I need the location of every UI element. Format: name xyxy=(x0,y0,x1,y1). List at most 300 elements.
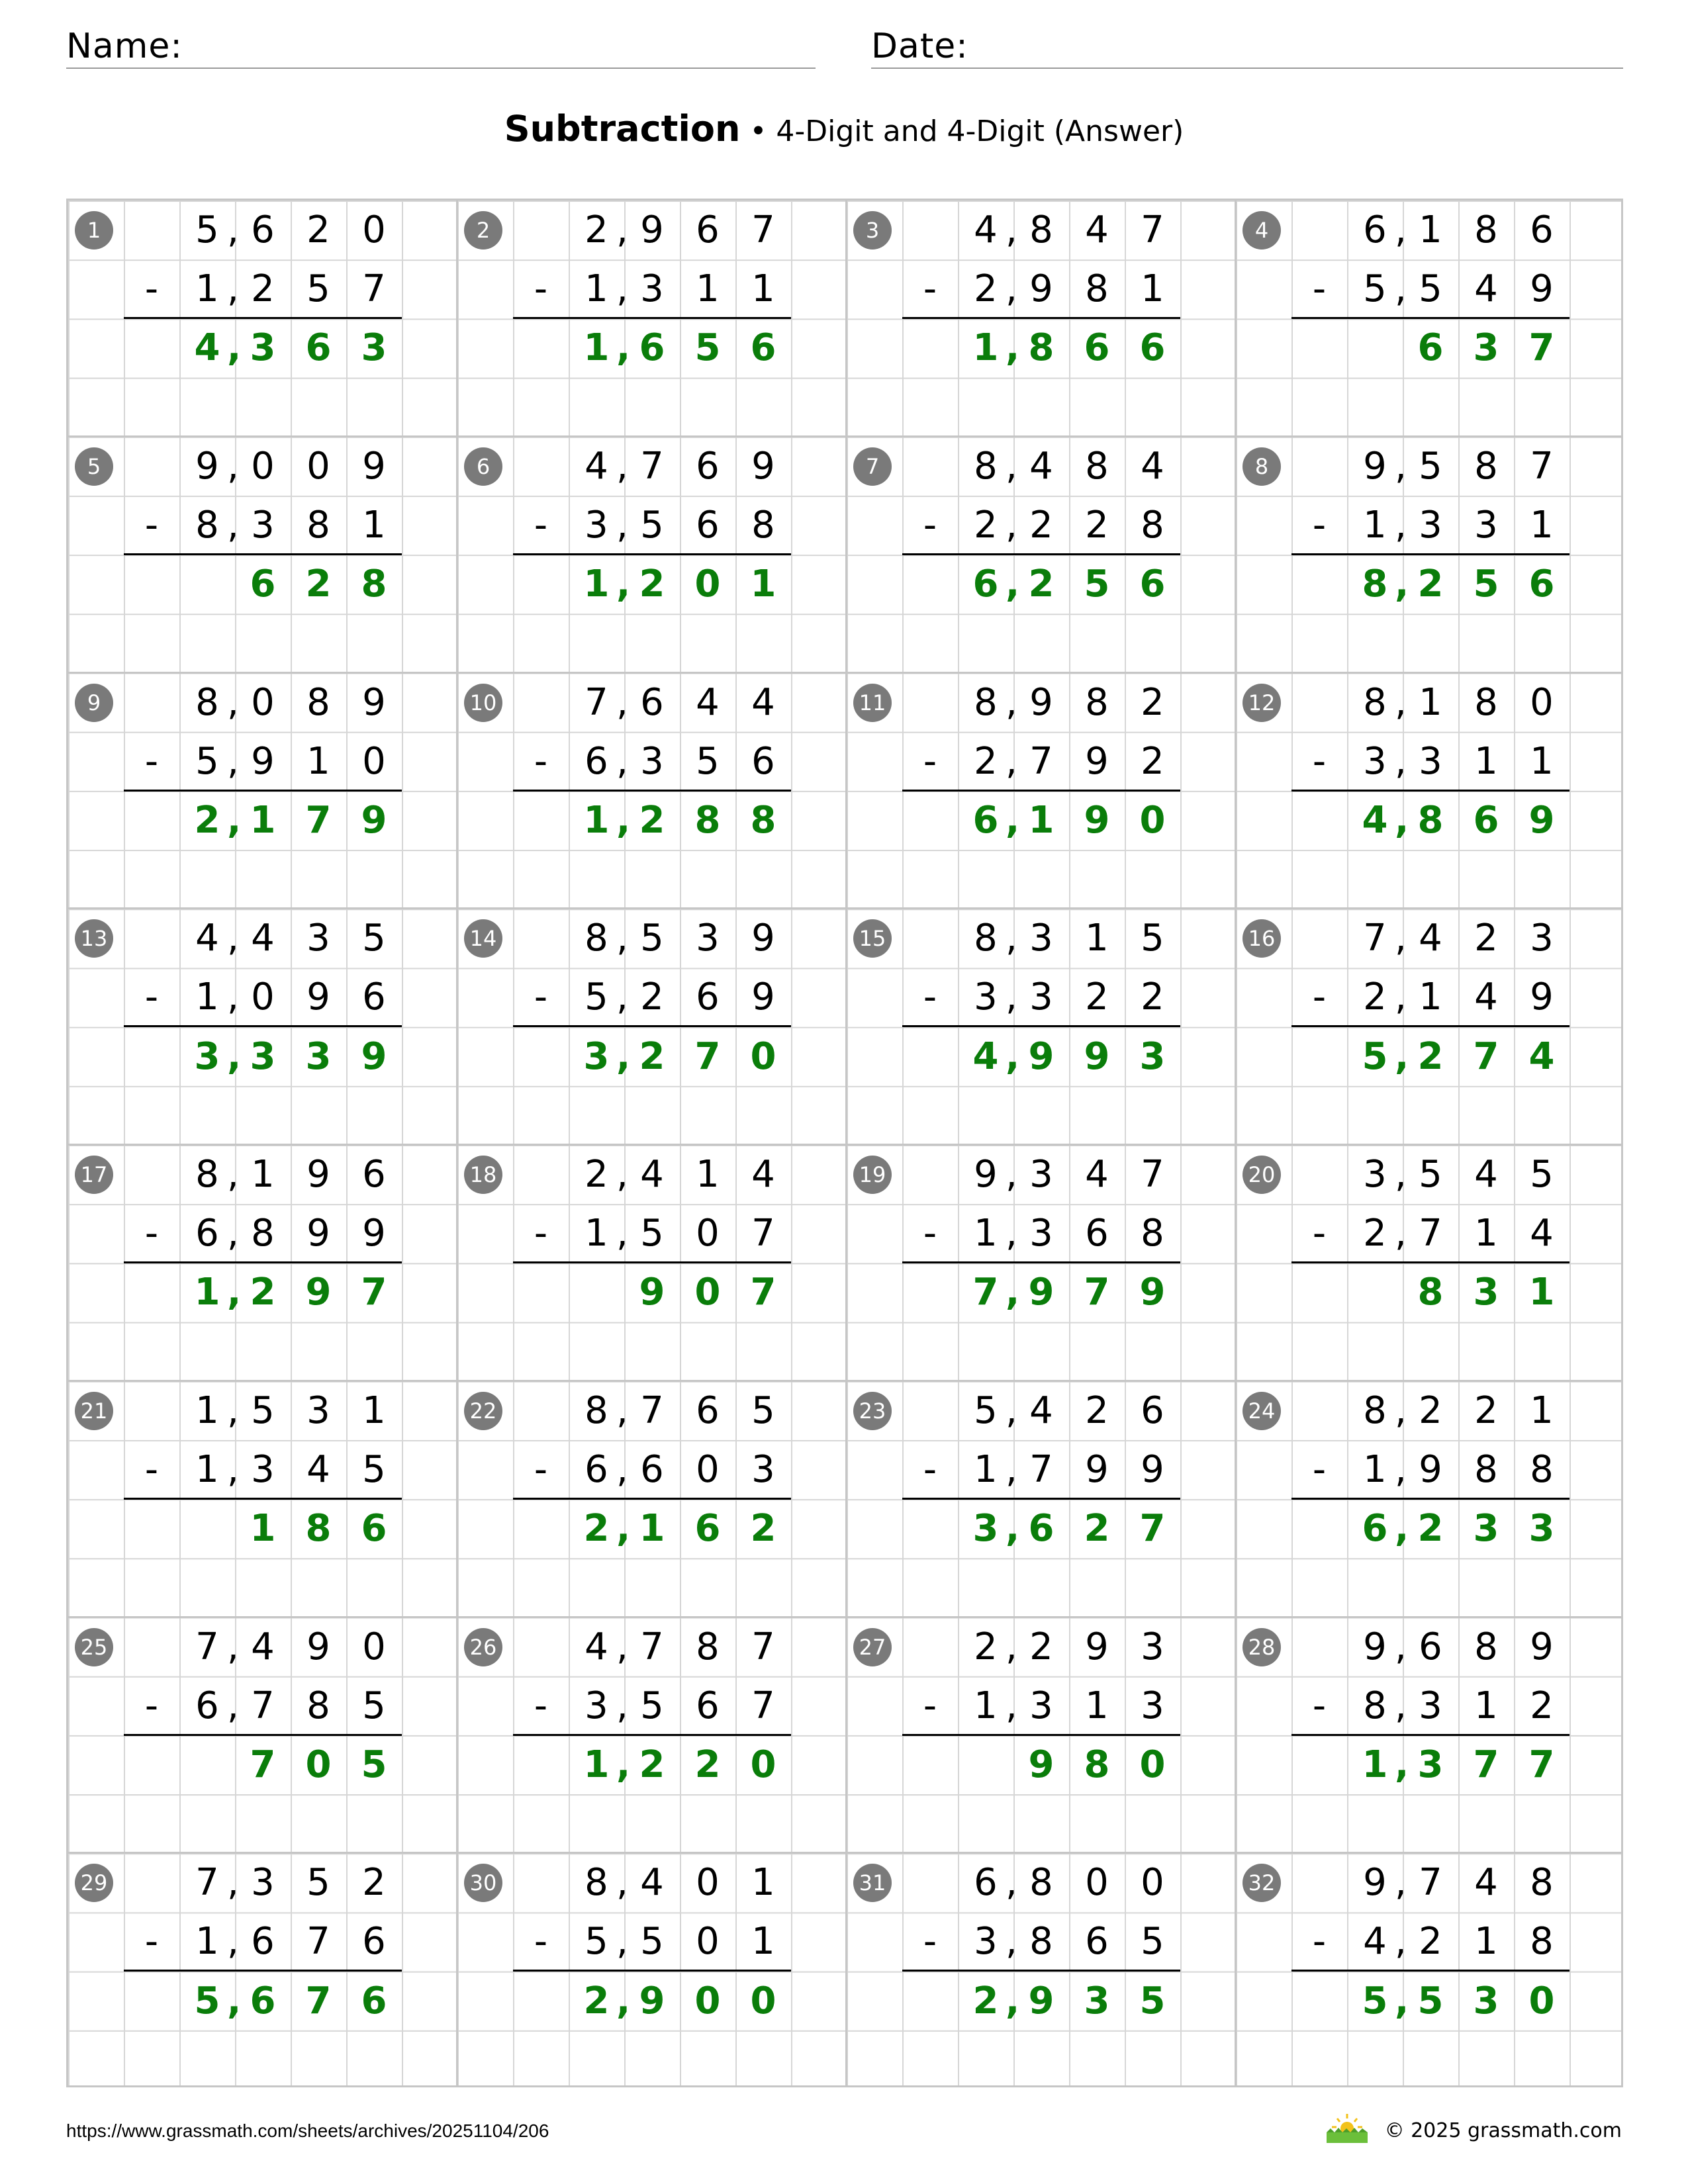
subtrahend-row xyxy=(902,732,1180,791)
subtrahend-row xyxy=(513,1204,791,1263)
minuend-digit-text: 3 xyxy=(306,1388,330,1432)
subtrahend-digit-text: 2 xyxy=(1085,503,1109,547)
minuend-digit-text: 4 xyxy=(640,1153,664,1196)
problem-5 xyxy=(68,437,457,673)
thousands-comma: , xyxy=(1006,208,1017,251)
thousands-comma: , xyxy=(1395,1212,1407,1255)
thousands-comma: , xyxy=(227,267,239,311)
answer-row xyxy=(902,1027,1180,1086)
minuend-digit xyxy=(291,1381,346,1440)
minuend-digit-text: 4 xyxy=(251,917,275,960)
subtrahend-digit xyxy=(616,1440,680,1499)
thousands-comma: , xyxy=(1395,1153,1407,1196)
minuend-digit xyxy=(227,1853,291,1912)
subtrahend-row xyxy=(1291,1440,1570,1499)
subtrahend-row xyxy=(124,1440,402,1499)
subtrahend-digit-text: 4 xyxy=(1530,1212,1554,1255)
date-label: Date: xyxy=(871,26,968,66)
minuend-digit xyxy=(1125,1853,1180,1912)
minuend-row xyxy=(902,201,1180,259)
ans-digit xyxy=(1006,1499,1069,1558)
ans-digit xyxy=(1458,791,1514,850)
subtrahend-digit-text: 3 xyxy=(251,1447,275,1491)
minus-sign: - xyxy=(923,1212,937,1255)
ans-digit xyxy=(1069,555,1125,614)
footer-copyright: © 2025 grassmath.com xyxy=(1384,2119,1622,2142)
minus-sign: - xyxy=(923,267,937,311)
subtrahend-digit-text: 9 xyxy=(251,739,275,783)
subtrahend-digit-text: 8 xyxy=(306,1684,330,1727)
ans-digit-text: 9 xyxy=(305,1271,332,1314)
minuend-digit xyxy=(1395,1853,1458,1912)
minuend-row xyxy=(513,673,791,732)
minuend-digit-text: 5 xyxy=(1141,917,1164,960)
subtrahend-digit xyxy=(1069,259,1125,318)
ans-digit xyxy=(1125,318,1180,377)
subtrahend-digit xyxy=(1514,1440,1570,1499)
subtrahend-row xyxy=(1291,1912,1570,1971)
subtrahend-digit xyxy=(735,732,791,791)
problem-number-badge: 6 xyxy=(464,447,502,486)
thousands-comma: , xyxy=(227,503,239,547)
minuend-digit-text: 4 xyxy=(1029,1388,1053,1432)
subtrahend-digit xyxy=(291,1676,346,1735)
minuend-digit-text: 7 xyxy=(1141,1153,1164,1196)
ans-digit-text: 0 xyxy=(750,1979,776,2023)
ans-digit xyxy=(680,318,735,377)
minuend-digit xyxy=(616,1617,680,1676)
thousands-comma: , xyxy=(227,1271,242,1314)
answer-row xyxy=(513,1735,791,1794)
minuend-digit-text: 2 xyxy=(1029,1625,1053,1668)
minuend-digit-text: 9 xyxy=(195,444,219,488)
thousands-comma: , xyxy=(1006,1388,1017,1432)
ans-digit-text: 7 xyxy=(1528,326,1555,370)
name-field[interactable] xyxy=(66,25,816,69)
minuend-digit xyxy=(346,1381,402,1440)
ans-digit-text: 0 xyxy=(694,1979,721,2023)
subtrahend-row xyxy=(902,496,1180,555)
subtrahend-digit-text: 1 xyxy=(195,976,219,1019)
minuend-row xyxy=(1291,1381,1570,1440)
minuend-digit-text: 6 xyxy=(974,1861,998,1905)
minuend-digit xyxy=(680,1145,735,1204)
minuend-digit-text: 4 xyxy=(1141,444,1164,488)
minuend-row xyxy=(1291,1617,1570,1676)
thousands-comma: , xyxy=(1006,1684,1017,1727)
ans-digit-text: 7 xyxy=(361,1271,387,1314)
minuend-digit xyxy=(1125,437,1180,496)
subtrahend-digit xyxy=(735,496,791,555)
minuend-digit-text: 8 xyxy=(1363,1388,1387,1432)
minuend-digit-text: 9 xyxy=(1530,1625,1554,1668)
thousands-comma: , xyxy=(616,976,628,1019)
thousands-comma: , xyxy=(227,680,239,724)
subtrahend-digit-text: 2 xyxy=(1141,976,1164,1019)
ans-digit-text: 3 xyxy=(1473,326,1499,370)
ans-digit-text: 9 xyxy=(1084,798,1110,842)
ans-digit-text: 7 xyxy=(694,1034,721,1078)
date-field[interactable] xyxy=(871,25,1623,69)
minuend-digit xyxy=(227,1381,291,1440)
minuend-digit xyxy=(1395,1381,1458,1440)
thousands-comma: , xyxy=(1395,444,1407,488)
ans-digit xyxy=(735,1499,791,1558)
subtrahend-digit xyxy=(735,1440,791,1499)
ans-digit-text: 2 xyxy=(694,1743,721,1786)
minuend-digit xyxy=(735,1853,791,1912)
subtrahend-digit-text: 9 xyxy=(1085,739,1109,783)
subtrahend-digit-text: 1 xyxy=(1530,739,1554,783)
minuend-digit-text: 6 xyxy=(1363,208,1387,251)
minuend-digit-text: 9 xyxy=(362,444,386,488)
thousands-comma: , xyxy=(1395,976,1407,1019)
subtrahend-digit xyxy=(1395,1204,1458,1263)
minuend-digit-text: 1 xyxy=(696,1153,720,1196)
ans-digit-text: 2 xyxy=(639,563,665,606)
subtrahend-digit xyxy=(1458,1676,1514,1735)
ans-digit xyxy=(1395,1735,1458,1794)
minuend-digit xyxy=(735,437,791,496)
thousands-comma: , xyxy=(616,1684,628,1727)
ans-digit xyxy=(227,1972,291,2030)
subtrahend-digit-text: 3 xyxy=(1029,1684,1053,1727)
minuend-digit-text: 7 xyxy=(585,680,608,724)
answer-row xyxy=(1291,318,1570,377)
problem-29 xyxy=(68,1853,457,2089)
minuend-digit-text: 8 xyxy=(1474,680,1498,724)
subtrahend-digit-text: 9 xyxy=(362,1212,386,1255)
problem-7 xyxy=(847,437,1236,673)
ans-digit xyxy=(1395,555,1458,614)
ans-digit xyxy=(680,1499,735,1558)
answer-row xyxy=(513,1027,791,1086)
subtrahend-digit xyxy=(735,1204,791,1263)
ans-digit xyxy=(616,1972,680,2030)
subtrahend-digit-text: 3 xyxy=(640,267,664,311)
minuend-digit xyxy=(346,909,402,968)
ans-digit xyxy=(1006,1972,1069,2030)
problem-19 xyxy=(847,1145,1236,1381)
thousands-comma: , xyxy=(616,1920,628,1964)
minuend-row xyxy=(902,909,1180,968)
minuend-digit xyxy=(616,1145,680,1204)
subtrahend-digit xyxy=(346,968,402,1026)
ans-digit xyxy=(291,791,346,850)
ans-digit xyxy=(235,1735,291,1794)
ans-digit-text: 6 xyxy=(250,563,276,606)
minuend-digit-text: 8 xyxy=(1029,1861,1053,1905)
minuend-digit xyxy=(1458,673,1514,732)
minuend-digit xyxy=(680,437,735,496)
ans-digit xyxy=(235,1499,291,1558)
ans-digit-text: 6 xyxy=(1139,326,1166,370)
subtrahend-digit xyxy=(680,732,735,791)
minuend-digit xyxy=(1395,1617,1458,1676)
ans-digit xyxy=(227,318,291,377)
minuend-digit-text: 7 xyxy=(1363,917,1387,960)
subtrahend-digit xyxy=(227,1912,291,1971)
subtrahend-digit-text: 1 xyxy=(974,1684,998,1727)
minuend-digit xyxy=(1069,1617,1125,1676)
minuend-digit-text: 7 xyxy=(195,1861,219,1905)
minus-sign: - xyxy=(534,976,548,1019)
thousands-comma: , xyxy=(227,917,239,960)
minuend-digit-text: 5 xyxy=(1419,444,1442,488)
minuend-row xyxy=(124,1145,402,1204)
subtrahend-digit-text: 1 xyxy=(362,503,386,547)
subtrahend-digit-text: 8 xyxy=(1029,1920,1053,1964)
subtrahend-digit xyxy=(1006,1676,1069,1735)
subtrahend-digit-text: 5 xyxy=(195,739,219,783)
minuend-digit-text: 3 xyxy=(1029,1153,1053,1196)
subtrahend-digit xyxy=(1395,1440,1458,1499)
minuend-digit xyxy=(1458,1381,1514,1440)
problem-23 xyxy=(847,1381,1236,1617)
subtrahend-digit xyxy=(227,496,291,555)
subtrahend-digit xyxy=(1125,1204,1180,1263)
subtrahend-digit xyxy=(1458,1440,1514,1499)
thousands-comma: , xyxy=(227,1388,239,1432)
answer-row xyxy=(124,555,402,614)
problem-1 xyxy=(68,201,457,437)
minuend-digit-text: 4 xyxy=(1419,917,1442,960)
thousands-comma: , xyxy=(616,1212,628,1255)
minuend-digit-text: 2 xyxy=(1085,1388,1109,1432)
subtrahend-digit-text: 2 xyxy=(1363,976,1387,1019)
minus-sign: - xyxy=(144,1920,159,1964)
subtrahend-digit-text: 9 xyxy=(306,1212,330,1255)
ans-digit xyxy=(346,791,402,850)
ans-digit-text: 5 xyxy=(1362,1979,1388,2023)
problem-15 xyxy=(847,909,1236,1145)
subtrahend-digit-text: 3 xyxy=(1029,976,1053,1019)
minuend-digit-text: 4 xyxy=(974,208,998,251)
ans-digit xyxy=(227,1263,291,1322)
minuend-digit xyxy=(1006,1145,1069,1204)
problem-8 xyxy=(1236,437,1625,673)
ans-digit xyxy=(291,318,346,377)
ans-digit xyxy=(1125,555,1180,614)
answer-row xyxy=(124,1499,402,1558)
ans-digit-text: 3 xyxy=(1139,1034,1166,1078)
minuend-digit-text: 4 xyxy=(640,1861,664,1905)
ans-digit-text: 0 xyxy=(694,1271,721,1314)
footer-url[interactable]: https://www.grassmath.com/sheets/archives/20251104/206 xyxy=(66,2120,549,2141)
problem-16 xyxy=(1236,909,1625,1145)
problem-number-badge: 27 xyxy=(853,1628,892,1666)
problem-3 xyxy=(847,201,1236,437)
thousands-comma: , xyxy=(616,917,628,960)
minus-sign: - xyxy=(534,1447,548,1491)
minuend-digit-text: 1 xyxy=(751,1861,775,1905)
subtrahend-digit-text: 5 xyxy=(640,1920,664,1964)
subtrahend-row xyxy=(513,496,791,555)
ans-digit-text: 9 xyxy=(1028,1034,1055,1078)
problem-number-badge: 31 xyxy=(853,1864,892,1902)
subtrahend-digit xyxy=(616,259,680,318)
ans-digit xyxy=(1006,791,1069,850)
subtrahend-digit-text: 1 xyxy=(1474,1684,1498,1727)
thousands-comma: , xyxy=(1006,976,1017,1019)
thousands-comma: , xyxy=(1395,1684,1407,1727)
minuend-digit-text: 9 xyxy=(1363,444,1387,488)
subtrahend-digit-text: 4 xyxy=(1474,976,1498,1019)
subtrahend-digit-text: 3 xyxy=(1141,1684,1164,1727)
problem-22 xyxy=(457,1381,847,1617)
minuend-digit xyxy=(735,1381,791,1440)
thousands-comma: , xyxy=(1395,208,1407,251)
minuend-digit-text: 8 xyxy=(1474,1625,1498,1668)
problem-number-badge: 10 xyxy=(464,684,502,722)
problem-number-badge: 26 xyxy=(464,1628,502,1666)
ans-digit-text: 3 xyxy=(305,1034,332,1078)
subtrahend-digit-text: 2 xyxy=(1085,976,1109,1019)
subtrahend-digit xyxy=(735,968,791,1026)
subtrahend-row xyxy=(902,968,1180,1026)
problem-26 xyxy=(457,1617,847,1854)
ans-digit-text: 9 xyxy=(361,798,387,842)
thousands-comma: , xyxy=(616,444,628,488)
problem-31 xyxy=(847,1853,1236,2089)
subtrahend-digit-text: 6 xyxy=(195,1212,219,1255)
thousands-comma: , xyxy=(227,1447,239,1491)
minuend-digit xyxy=(291,1617,346,1676)
subtrahend-digit-text: 5 xyxy=(640,1684,664,1727)
subtrahend-digit xyxy=(1125,1912,1180,1971)
minuend-digit-text: 8 xyxy=(974,917,998,960)
minuend-digit-text: 1 xyxy=(1419,208,1442,251)
ans-digit-text: 6 xyxy=(1362,1507,1388,1551)
subtrahend-digit xyxy=(1006,496,1069,555)
problem-number-badge: 9 xyxy=(75,684,113,722)
problem-17 xyxy=(68,1145,457,1381)
ans-digit-text: 0 xyxy=(750,1034,776,1078)
minuend-digit-text: 8 xyxy=(1085,680,1109,724)
ans-digit-text: 2 xyxy=(1417,1034,1444,1078)
subtrahend-digit-text: 6 xyxy=(696,1684,720,1727)
minuend-digit xyxy=(1395,437,1458,496)
subtrahend-digit-text: 5 xyxy=(306,267,330,311)
minus-sign: - xyxy=(1312,1684,1327,1727)
minuend-digit xyxy=(1514,909,1570,968)
ans-digit-text: 1 xyxy=(1028,798,1055,842)
problem-number-badge: 2 xyxy=(464,211,502,250)
answer-row xyxy=(513,555,791,614)
minuend-digit-text: 5 xyxy=(1530,1153,1554,1196)
minuend-digit-text: 4 xyxy=(585,1625,608,1668)
subtrahend-digit-text: 1 xyxy=(1530,503,1554,547)
minuend-row xyxy=(1291,909,1570,968)
subtrahend-digit xyxy=(227,732,291,791)
ans-digit-text: 3 xyxy=(1084,1979,1110,2023)
subtrahend-digit-text: 0 xyxy=(696,1447,720,1491)
ans-digit-text: 0 xyxy=(1528,1979,1555,2023)
thousands-comma: , xyxy=(616,1979,631,2023)
subtrahend-digit-text: 8 xyxy=(1085,267,1109,311)
subtrahend-digit xyxy=(1006,1912,1069,1971)
ans-digit-text: 5 xyxy=(1417,1979,1444,2023)
subtrahend-digit-text: 8 xyxy=(1141,1212,1164,1255)
minuend-digit xyxy=(1069,673,1125,732)
subtrahend-digit xyxy=(1069,1676,1125,1735)
minuend-digit xyxy=(616,201,680,259)
problem-11 xyxy=(847,673,1236,909)
subtrahend-digit-text: 1 xyxy=(974,1447,998,1491)
subtrahend-digit xyxy=(1069,1912,1125,1971)
subtrahend-digit-text: 5 xyxy=(362,1447,386,1491)
subtrahend-digit-text: 3 xyxy=(974,1920,998,1964)
ans-digit-text: 6 xyxy=(1417,326,1444,370)
problem-number-badge: 25 xyxy=(75,1628,113,1666)
subtrahend-digit xyxy=(1395,496,1458,555)
subtrahend-digit-text: 6 xyxy=(362,1920,386,1964)
ans-digit-text: 6 xyxy=(972,798,999,842)
subtrahend-digit-text: 5 xyxy=(640,503,664,547)
ans-digit-text: 8 xyxy=(1084,1743,1110,1786)
thousands-comma: , xyxy=(227,1920,239,1964)
ans-digit xyxy=(346,1263,402,1322)
subtrahend-digit xyxy=(1514,732,1570,791)
subtrahend-digit xyxy=(227,1676,291,1735)
minuend-digit-text: 7 xyxy=(751,1625,775,1668)
subtrahend-digit xyxy=(1514,1204,1570,1263)
subtrahend-digit-text: 1 xyxy=(1419,976,1442,1019)
minuend-digit xyxy=(616,909,680,968)
minuend-digit-text: 6 xyxy=(696,444,720,488)
subtrahend-digit-text: 2 xyxy=(1419,1920,1442,1964)
ans-digit-text: 0 xyxy=(750,1743,776,1786)
ans-digit-text: 6 xyxy=(1084,326,1110,370)
minuend-digit-text: 9 xyxy=(362,680,386,724)
minus-sign: - xyxy=(534,1920,548,1964)
minus-sign: - xyxy=(1312,976,1327,1019)
ans-digit xyxy=(1458,555,1514,614)
minuend-digit-text: 2 xyxy=(585,1153,608,1196)
answer-row xyxy=(124,1972,402,2030)
thousands-comma: , xyxy=(1395,917,1407,960)
subtrahend-digit xyxy=(735,259,791,318)
subtrahend-digit xyxy=(1514,1912,1570,1971)
answer-row xyxy=(124,1735,402,1794)
minus-sign: - xyxy=(144,1684,159,1727)
subtrahend-digit xyxy=(735,1676,791,1735)
ans-digit xyxy=(680,1027,735,1086)
subtrahend-digit-text: 1 xyxy=(974,1212,998,1255)
minuend-digit xyxy=(1125,1617,1180,1676)
minus-sign: - xyxy=(144,976,159,1019)
minuend-row xyxy=(124,673,402,732)
ans-digit-text: 6 xyxy=(1028,1507,1055,1551)
subtrahend-digit-text: 6 xyxy=(251,1920,275,1964)
ans-digit xyxy=(1006,555,1069,614)
ans-digit-text: 3 xyxy=(1473,1271,1499,1314)
answer-row xyxy=(513,318,791,377)
thousands-comma: , xyxy=(1006,798,1020,842)
minuend-digit-text: 8 xyxy=(1363,680,1387,724)
minuend-digit-text: 7 xyxy=(195,1625,219,1668)
ans-digit xyxy=(1395,791,1458,850)
problem-2 xyxy=(457,201,847,437)
subtrahend-digit xyxy=(1069,1440,1125,1499)
subtrahend-digit xyxy=(227,968,291,1026)
subtrahend-digit-text: 3 xyxy=(640,739,664,783)
subtrahend-digit xyxy=(1514,1676,1570,1735)
subtrahend-digit xyxy=(680,968,735,1026)
subtrahend-digit-text: 6 xyxy=(1085,1920,1109,1964)
problem-6 xyxy=(457,437,847,673)
minus-sign: - xyxy=(534,1212,548,1255)
